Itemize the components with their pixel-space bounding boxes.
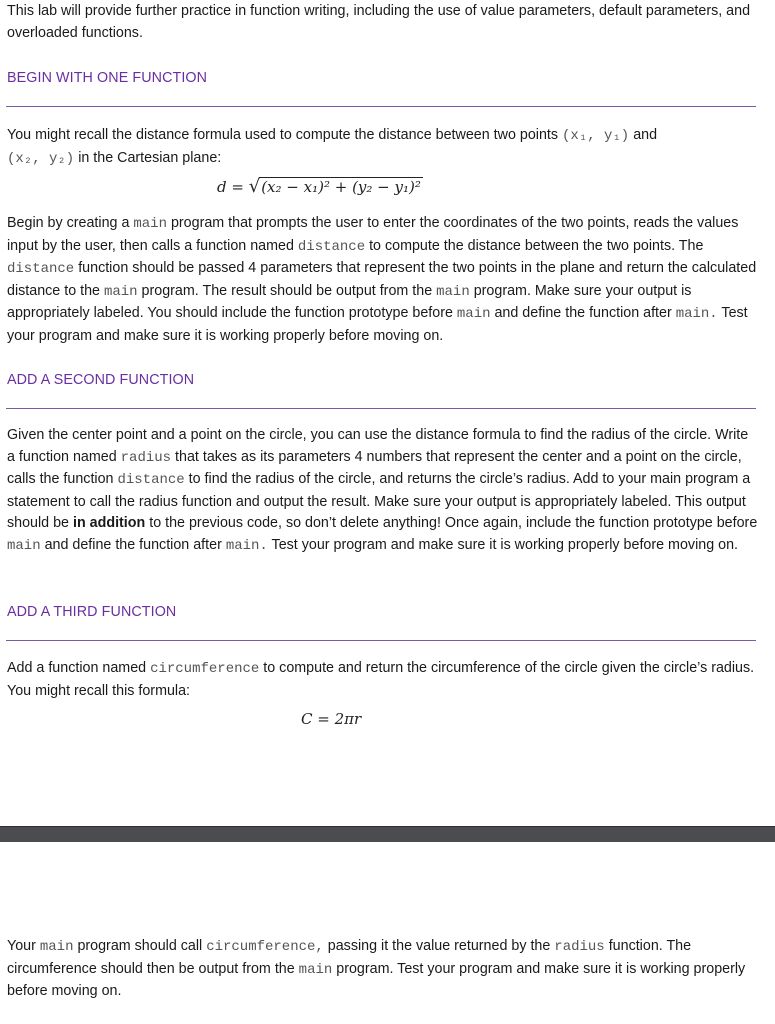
distance-formula [217,176,423,197]
intro-paragraph: This lab will provide further practice in function writing, including the use of value parameters, default parameters, and overloaded functions. [7,3,751,41]
text-run: and [629,127,658,143]
code-circumference: circumference, [206,939,324,955]
text-run: to compute the distance between the two points. The [365,237,704,254]
text-run: Add a function named [7,660,151,676]
formula-radicand: (x₂ − x₁)² + (y₂ − y₁)² [261,178,421,196]
section-divider [6,106,756,107]
code-main: main [133,216,167,232]
text-run: Test your program and make sure it is working properly before moving on. [267,536,738,553]
code-radius: radius [554,939,605,955]
text-run: to the previous code, so don’t delete anything! Once again, include the function prototype before [145,515,758,531]
code-main: main. [225,537,268,554]
sqrt-symbol: √ [248,176,261,197]
text-run: function should be passed 4 parameters that represent the two points in the plane and return the calculated distance to the [7,260,757,299]
text-run: to compute and return the circumference of the circle given the circle’s radius. You might recall this formula: [7,660,755,699]
distance-recall-paragraph [7,125,759,170]
text-run: Begin by creating a [7,215,134,231]
text-run: and define the function after [40,536,226,553]
text-run: program that prompts the user to enter the coordinates of the two points, reads the values input by the user, then calls a function named [7,215,739,254]
text-run: Your [7,938,40,954]
code-main: main. [675,306,718,322]
text-run: Given the center point and a point on the circle, you can use the distance formula to find the radius of the circle. Write a function named [7,427,749,465]
code-main: main [7,537,41,554]
text-run: Test your program and make sure it is working properly before moving on. [7,305,748,344]
text-run: function. The circumference should then be output from the [7,938,692,977]
text-run: to find the radius of the circle, and returns the circle’s radius. Add to your main program a statement to call the radius function and output the result. Make sure your output is appropriately labeled. This output should be [7,471,751,531]
section2-body [7,425,759,557]
code-radius: radius [120,449,172,466]
section3-body [7,658,759,702]
text-run: You might recall the distance formula used to compute the distance between two points [7,127,562,143]
code-distance: distance [297,238,366,255]
text-run: and define the function after [490,305,676,321]
code-main: main [298,961,333,978]
code-main: main [456,306,491,322]
text-run: that takes as its parameters 4 numbers that represent the center and a point on the circle, calls the function [7,448,742,487]
code-circumference: circumference [150,661,260,677]
section-heading-begin: BEGIN WITH ONE FUNCTION [7,70,208,86]
text-run: passing it the value returned by the [323,938,555,954]
point-two: (x₂, y₂) [7,150,75,167]
section-divider [6,640,756,641]
code-main: main [39,939,74,955]
text-run: program. Test your program and make sure it is working properly before moving on. [7,960,746,999]
section-heading-third: ADD A THIRD FUNCTION [7,604,177,620]
text-run: program. The result should be output from the [137,282,437,299]
section1-body [7,213,759,347]
code-distance: distance [117,472,185,488]
code-main: main [436,283,470,300]
code-distance: distance [7,261,75,277]
text-run: in the Cartesian plane: [74,149,222,166]
section-divider [6,408,756,409]
text-run: program should call [73,938,207,954]
code-main: main [103,283,138,300]
section4-body [7,936,759,1003]
section-heading-second: ADD A SECOND FUNCTION [7,372,195,388]
text-run: program. Make sure your output is appropriately labeled. You should include the function prototype before [7,282,692,321]
emphasis-text: in addition [72,515,146,531]
point-one: (x₁, y₁) [562,128,630,144]
circumference-formula: C = 2πr [301,710,362,728]
page-break-bar [0,826,775,842]
formula-lhs: d = [217,178,249,196]
